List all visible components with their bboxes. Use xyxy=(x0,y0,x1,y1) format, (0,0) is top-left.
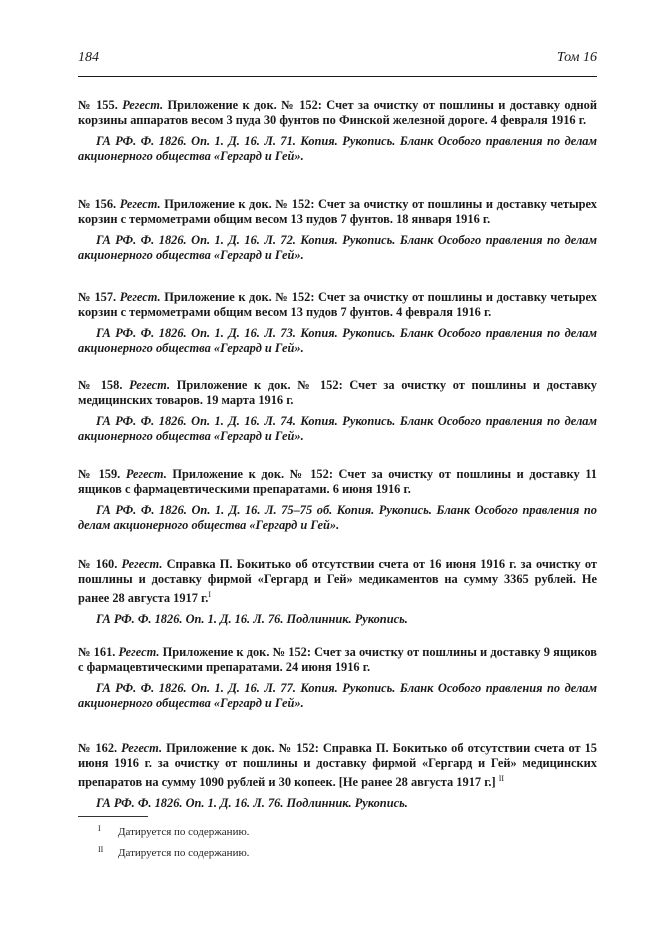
entry-body xyxy=(78,467,597,497)
entry-source: ГА РФ. Ф. 1826. Оп. 1. Д. 16. Л. 76. Подлинник. Рукопись. xyxy=(96,796,408,811)
regest-label: Регест. xyxy=(118,645,160,659)
entry-text: Приложение к док. № 152: Счет за очистку от пошлины и доставку четырех корзин с термометрами общим весом 13 пудов 7 фунтов. 4 февраля 1916 г. xyxy=(78,290,597,319)
regest-label: Регест. xyxy=(122,98,164,112)
regest-label: Регест. xyxy=(119,290,161,304)
footnote-mark: I xyxy=(98,824,101,833)
volume-label: Том 16 xyxy=(556,50,597,65)
entry-number: № 156. xyxy=(78,197,117,211)
entry-body xyxy=(78,645,597,675)
entry-number: № 158. xyxy=(78,378,123,392)
entry-body xyxy=(78,557,597,606)
entry-number: № 155. xyxy=(78,98,118,112)
regest-label: Регест. xyxy=(129,378,171,392)
regest-entry-161 xyxy=(78,645,597,711)
regest-entry-158 xyxy=(78,378,597,444)
entry-source: ГА РФ. Ф. 1826. Оп. 1. Д. 16. Л. 72. Копия. Рукопись. Бланк Особого правления по делам акционерного общества «Гергард и Гей». xyxy=(78,233,597,262)
regest-label: Регест. xyxy=(119,197,161,211)
entry-text: Приложение к док. № 152: Счет за очистку от пошлины и доставку медицинских товаров. 19 марта 1916 г. xyxy=(78,378,598,407)
entry-body xyxy=(78,741,597,790)
footnote-text: Датируется по содержанию. xyxy=(118,826,250,838)
entry-text: Справка П. Бокитько об отсутствии счета от 16 июня 1916 г. за очистку от пошлины и доставку фирмой «Гергард и Гей» медикаментов на сумму 3365 рублей. Не ранее 28 августа 1917 г. xyxy=(78,557,597,606)
header-rule xyxy=(78,76,597,77)
entry-body xyxy=(78,378,597,408)
regest-entry-157 xyxy=(78,290,597,356)
entry-text: Приложение к док. № 152: Счет за очистку от пошлины и доставку четырех корзин с термометрами общим весом 13 пудов 7 фунтов. 18 января 1916 г. xyxy=(78,197,597,226)
entry-text: Приложение к док. № 152: Счет за очистку от пошлины и доставку 11 ящиков с фармацевтическими препаратами. 6 июня 1916 г. xyxy=(78,467,597,496)
entry-source: ГА РФ. Ф. 1826. Оп. 1. Д. 16. Л. 71. Копия. Рукопись. Бланк Особого правления по делам акционерного общества «Гергард и Гей». xyxy=(78,134,597,163)
regest-label: Регест. xyxy=(125,467,167,481)
entry-body xyxy=(78,98,597,128)
entry-source: ГА РФ. Ф. 1826. Оп. 1. Д. 16. Л. 76. Подлинник. Рукопись. xyxy=(96,612,408,627)
entry-number: № 160. xyxy=(78,557,118,571)
entry-body xyxy=(78,290,597,320)
regest-entry-155 xyxy=(78,98,597,164)
entry-text: Приложение к док. № 152: Справка П. Бокитько об отсутствии счета от 15 июня 1916 г. за очистку от пошлины и доставку фирмой «Гергард и Гей» медицинских препаратов на сумму 1090 рублей и 30 копеек. [Не ранее 28 августа 1917 г.] xyxy=(78,741,597,790)
regest-entry-160 xyxy=(78,557,597,627)
entry-body xyxy=(78,197,597,227)
regest-label: Регест. xyxy=(121,741,163,755)
entry-source: ГА РФ. Ф. 1826. Оп. 1. Д. 16. Л. 74. Копия. Рукопись. Бланк Особого правления по делам акционерного общества «Гергард и Гей». xyxy=(78,414,597,443)
entry-source: ГА РФ. Ф. 1826. Оп. 1. Д. 16. Л. 75–75 об. Копия. Рукопись. Бланк Особого правления по делам акционерного общества «Гергард и Гей». xyxy=(78,503,597,532)
regest-entry-156 xyxy=(78,197,597,263)
footnote-text: Датируется по содержанию. xyxy=(118,847,250,859)
regest-label: Регест. xyxy=(121,557,163,571)
entry-number: № 157. xyxy=(78,290,117,304)
footnote-ref[interactable]: II xyxy=(498,774,505,783)
entry-text: Приложение к док. № 152: Счет за очистку от пошлины и доставку одной корзины аппаратов весом 3 пуда 30 фунтов по Финской железной дороге. 4 февраля 1916 г. xyxy=(78,98,597,127)
entry-number: № 161. xyxy=(78,645,116,659)
footnote-mark: II xyxy=(98,845,104,854)
page-number: 184 xyxy=(78,50,99,65)
running-header xyxy=(78,50,597,72)
entry-number: № 159. xyxy=(78,467,121,481)
footnote-rule xyxy=(78,816,148,817)
entry-number: № 162. xyxy=(78,741,118,755)
regest-entry-159 xyxy=(78,467,597,533)
footnote-ref[interactable]: I xyxy=(208,590,212,599)
regest-entry-162 xyxy=(78,741,597,811)
entry-source: ГА РФ. Ф. 1826. Оп. 1. Д. 16. Л. 73. Копия. Рукопись. Бланк Особого правления по делам акционерного общества «Гергард и Гей». xyxy=(78,326,597,355)
entry-text: Приложение к док. № 152: Счет за очистку от пошлины и доставку 9 ящиков с фармацевтическими препаратами. 24 июня 1916 г. xyxy=(78,645,597,674)
entry-source: ГА РФ. Ф. 1826. Оп. 1. Д. 16. Л. 77. Копия. Рукопись. Бланк Особого правления по делам акционерного общества «Гергард и Гей». xyxy=(78,681,597,710)
